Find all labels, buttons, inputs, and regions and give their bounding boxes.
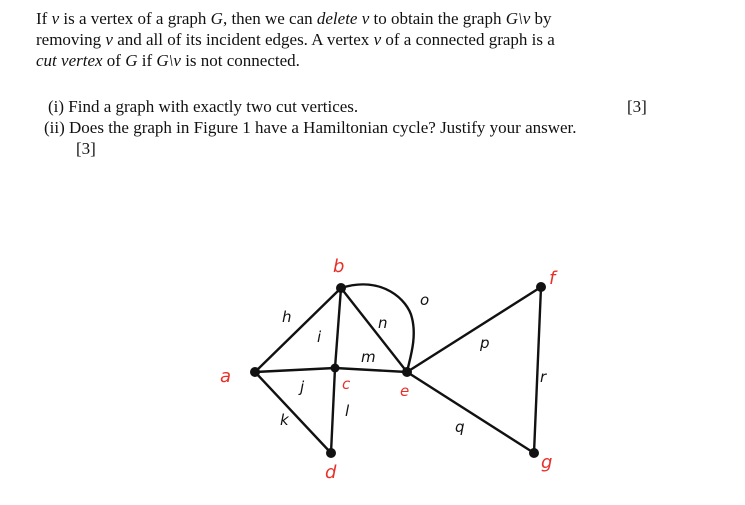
vertex-b [336,283,346,293]
edge-label-l: l [345,402,350,420]
vertex-label-a: a [220,366,232,387]
vertex-label-c: c [342,375,351,393]
edge-l [331,368,335,453]
edge-label-o: o [420,291,430,309]
edge-label-r: r [540,368,547,386]
edge-label-n: n [378,314,388,332]
edge-label-q: q [455,418,465,436]
paragraph-line-2: removing v and all of its incident edges. A vertex v of a connected graph is a [36,30,555,49]
vertex-label-e: e [400,382,410,400]
edge-label-h: h [282,308,292,326]
vertex-a [250,367,260,377]
edge-h [255,288,341,372]
edge-k [255,372,331,453]
edge-label-k: k [280,411,289,429]
edge-j [255,368,335,372]
vertex-g [529,448,539,458]
question-1: (i) Find a graph with exactly two cut vertices. [48,97,359,116]
edge-i [335,288,341,368]
question-1-marks: [3] [627,97,647,116]
vertex-label-d: d [325,462,337,483]
question-2-marks: [3] [76,139,96,158]
edge-label-i: i [317,328,322,346]
edge-label-j: j [300,378,305,396]
vertex-label-b: b [333,256,345,277]
vertex-d [326,448,336,458]
edge-label-p: p [480,334,490,352]
paragraph-line-1: If v is a vertex of a graph G, then we can delete v to obtain the graph G\v by [36,9,552,28]
edge-m [335,368,407,372]
vertex-label-g: g [541,452,553,473]
vertex-label-f: f [549,268,556,289]
vertex-f [536,282,546,292]
vertex-e [402,367,412,377]
paragraph-line-3: cut vertex of G if G\v is not connected. [36,51,300,70]
edge-q [407,372,534,453]
question-2: (ii) Does the graph in Figure 1 have a Hamiltonian cycle? Justify your answer. [44,118,577,137]
edge-label-m: m [361,348,376,366]
vertex-c [331,364,340,373]
